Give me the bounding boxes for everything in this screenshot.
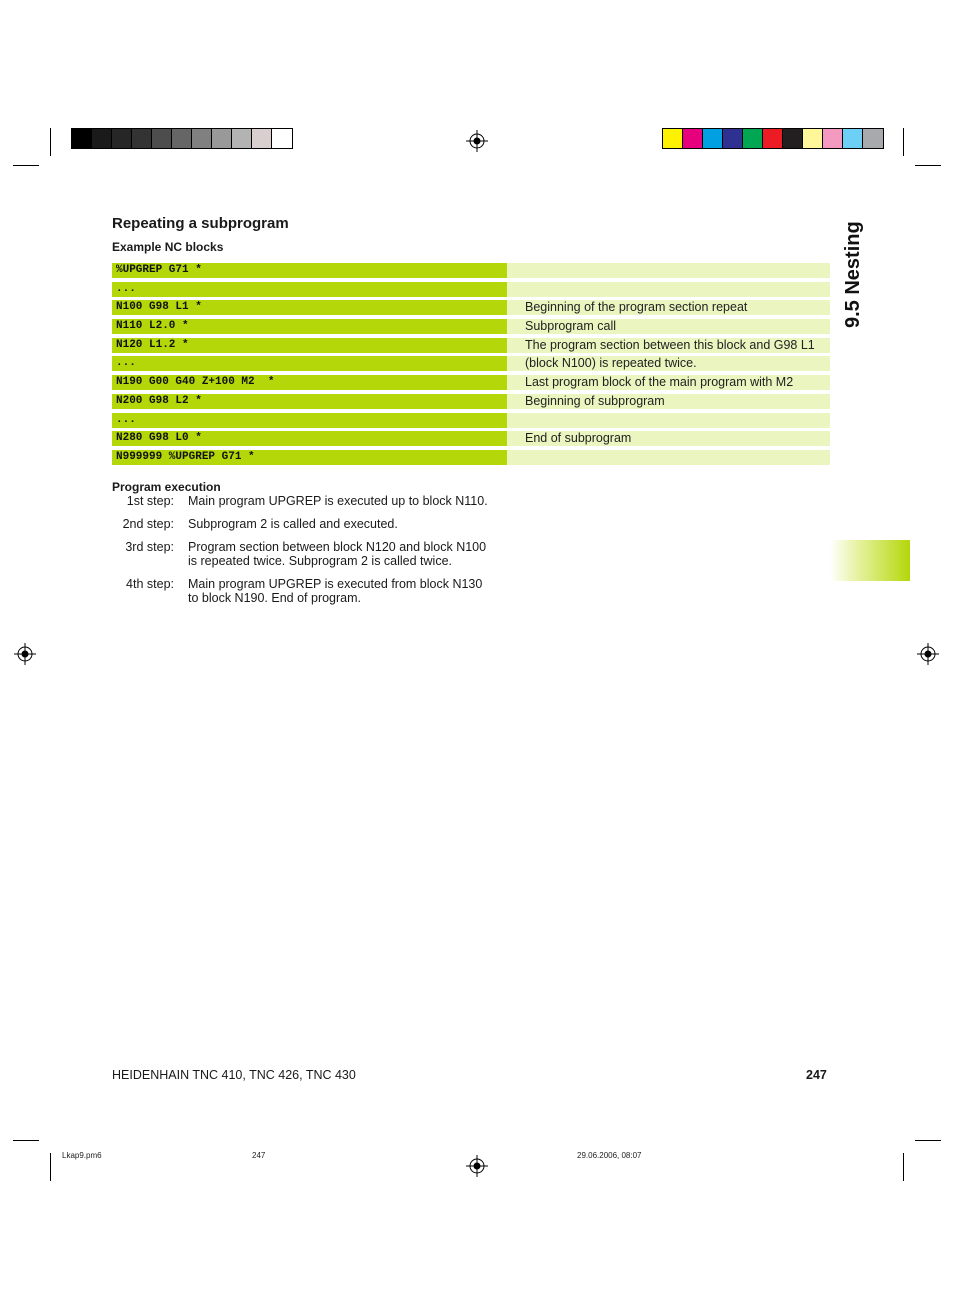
nc-block-comment	[507, 263, 830, 278]
nc-block-row	[112, 413, 830, 428]
color-swatch	[272, 129, 292, 148]
nc-block-comment: (block N100) is repeated twice.	[507, 356, 830, 371]
color-swatch	[803, 129, 823, 148]
registration-target-icon	[466, 1155, 488, 1177]
color-swatch	[212, 129, 232, 148]
color-swatch	[823, 129, 843, 148]
nc-block-code: N110 L2.0 *	[112, 319, 507, 334]
nc-block-row	[112, 319, 830, 334]
execution-step	[112, 577, 512, 605]
nc-block-comment: Subprogram call	[507, 319, 830, 334]
step-label: 2nd step:	[122, 517, 174, 531]
color-swatch	[92, 129, 112, 148]
nc-block-comment	[507, 413, 830, 428]
step-text-line: Subprogram 2 is called and executed.	[188, 517, 398, 531]
nc-block-row	[112, 394, 830, 409]
color-swatch	[152, 129, 172, 148]
nc-block-code: N999999 %UPGREP G71 *	[112, 450, 507, 465]
crop-mark	[13, 165, 39, 166]
step-text-line: is repeated twice. Subprogram 2 is called twice.	[188, 554, 453, 568]
step-text-line: Main program UPGREP is executed up to block N110.	[188, 494, 488, 508]
slug-filename: Lkap9.pm6	[62, 1151, 102, 1160]
color-swatch	[763, 129, 783, 148]
nc-block-row	[112, 431, 830, 446]
nc-block-row	[112, 282, 830, 297]
nc-block-code: N200 G98 L2 *	[112, 394, 507, 409]
grayscale-calibration-bar	[71, 128, 293, 149]
nc-block-comment: Beginning of subprogram	[507, 394, 830, 409]
execution-step	[112, 540, 512, 568]
nc-block-code: N100 G98 L1 *	[112, 300, 507, 315]
nc-block-code: %UPGREP G71 *	[112, 263, 507, 278]
page-number: 247	[806, 1068, 827, 1082]
color-swatch	[843, 129, 863, 148]
color-calibration-bar	[662, 128, 884, 149]
nc-block-comment: The program section between this block and G98 L1	[507, 338, 830, 353]
step-text	[188, 494, 508, 508]
nc-block-table	[112, 263, 830, 469]
color-swatch	[252, 129, 272, 148]
slug-datetime: 29.06.2006, 08:07	[577, 1151, 642, 1160]
nc-block-code: ...	[112, 282, 507, 297]
color-swatch	[172, 129, 192, 148]
nc-block-comment: Last program block of the main program with M2	[507, 375, 830, 390]
color-swatch	[683, 129, 703, 148]
crop-mark	[915, 1140, 941, 1141]
step-text	[188, 517, 508, 531]
nc-block-code: N190 G00 G40 Z+100 M2 *	[112, 375, 507, 390]
crop-mark	[50, 128, 51, 156]
color-swatch	[192, 129, 212, 148]
crop-mark	[50, 1153, 51, 1181]
section-title: Repeating a subprogram	[112, 215, 289, 232]
nc-block-code: N280 G98 L0 *	[112, 431, 507, 446]
color-swatch	[132, 129, 152, 148]
step-label: 4th step:	[126, 577, 174, 591]
nc-block-row	[112, 375, 830, 390]
color-swatch	[72, 129, 92, 148]
nc-block-code: ...	[112, 356, 507, 371]
nc-block-row	[112, 263, 830, 278]
chapter-tab	[830, 540, 910, 581]
execution-step	[112, 517, 512, 531]
color-swatch	[863, 129, 883, 148]
color-swatch	[663, 129, 683, 148]
nc-block-code: ...	[112, 413, 507, 428]
execution-step	[112, 494, 512, 508]
nc-block-row	[112, 338, 830, 353]
color-swatch	[783, 129, 803, 148]
step-text-line: Program section between block N120 and block N100	[188, 540, 487, 554]
slug-page: 247	[252, 1151, 266, 1160]
color-swatch	[703, 129, 723, 148]
color-swatch	[743, 129, 763, 148]
step-text	[188, 577, 508, 605]
crop-mark	[13, 1140, 39, 1141]
execution-steps	[112, 494, 512, 614]
nc-block-comment: End of subprogram	[507, 431, 830, 446]
step-text-line: to block N190. End of program.	[188, 591, 362, 605]
color-swatch	[723, 129, 743, 148]
nc-block-code: N120 L1.2 *	[112, 338, 507, 353]
step-label: 3rd step:	[125, 540, 174, 554]
step-text-line: Main program UPGREP is executed from block N130	[188, 577, 483, 591]
color-swatch	[232, 129, 252, 148]
step-text	[188, 540, 508, 568]
step-label: 1st step:	[126, 494, 174, 508]
nc-block-comment: Beginning of the program section repeat	[507, 300, 830, 315]
nc-block-row	[112, 300, 830, 315]
registration-target-icon	[14, 643, 36, 665]
nc-block-comment	[507, 450, 830, 465]
side-chapter-heading: 9.5 Nesting	[842, 221, 864, 328]
footer-product: HEIDENHAIN TNC 410, TNC 426, TNC 430	[112, 1068, 356, 1082]
color-swatch	[112, 129, 132, 148]
execution-title: Program execution	[112, 480, 221, 494]
crop-mark	[915, 165, 941, 166]
registration-target-icon	[466, 130, 488, 152]
crop-mark	[903, 1153, 904, 1181]
nc-block-row	[112, 356, 830, 371]
registration-target-icon	[917, 643, 939, 665]
nc-block-row	[112, 450, 830, 465]
nc-block-comment	[507, 282, 830, 297]
sub-title: Example NC blocks	[112, 240, 224, 254]
crop-mark	[903, 128, 904, 156]
